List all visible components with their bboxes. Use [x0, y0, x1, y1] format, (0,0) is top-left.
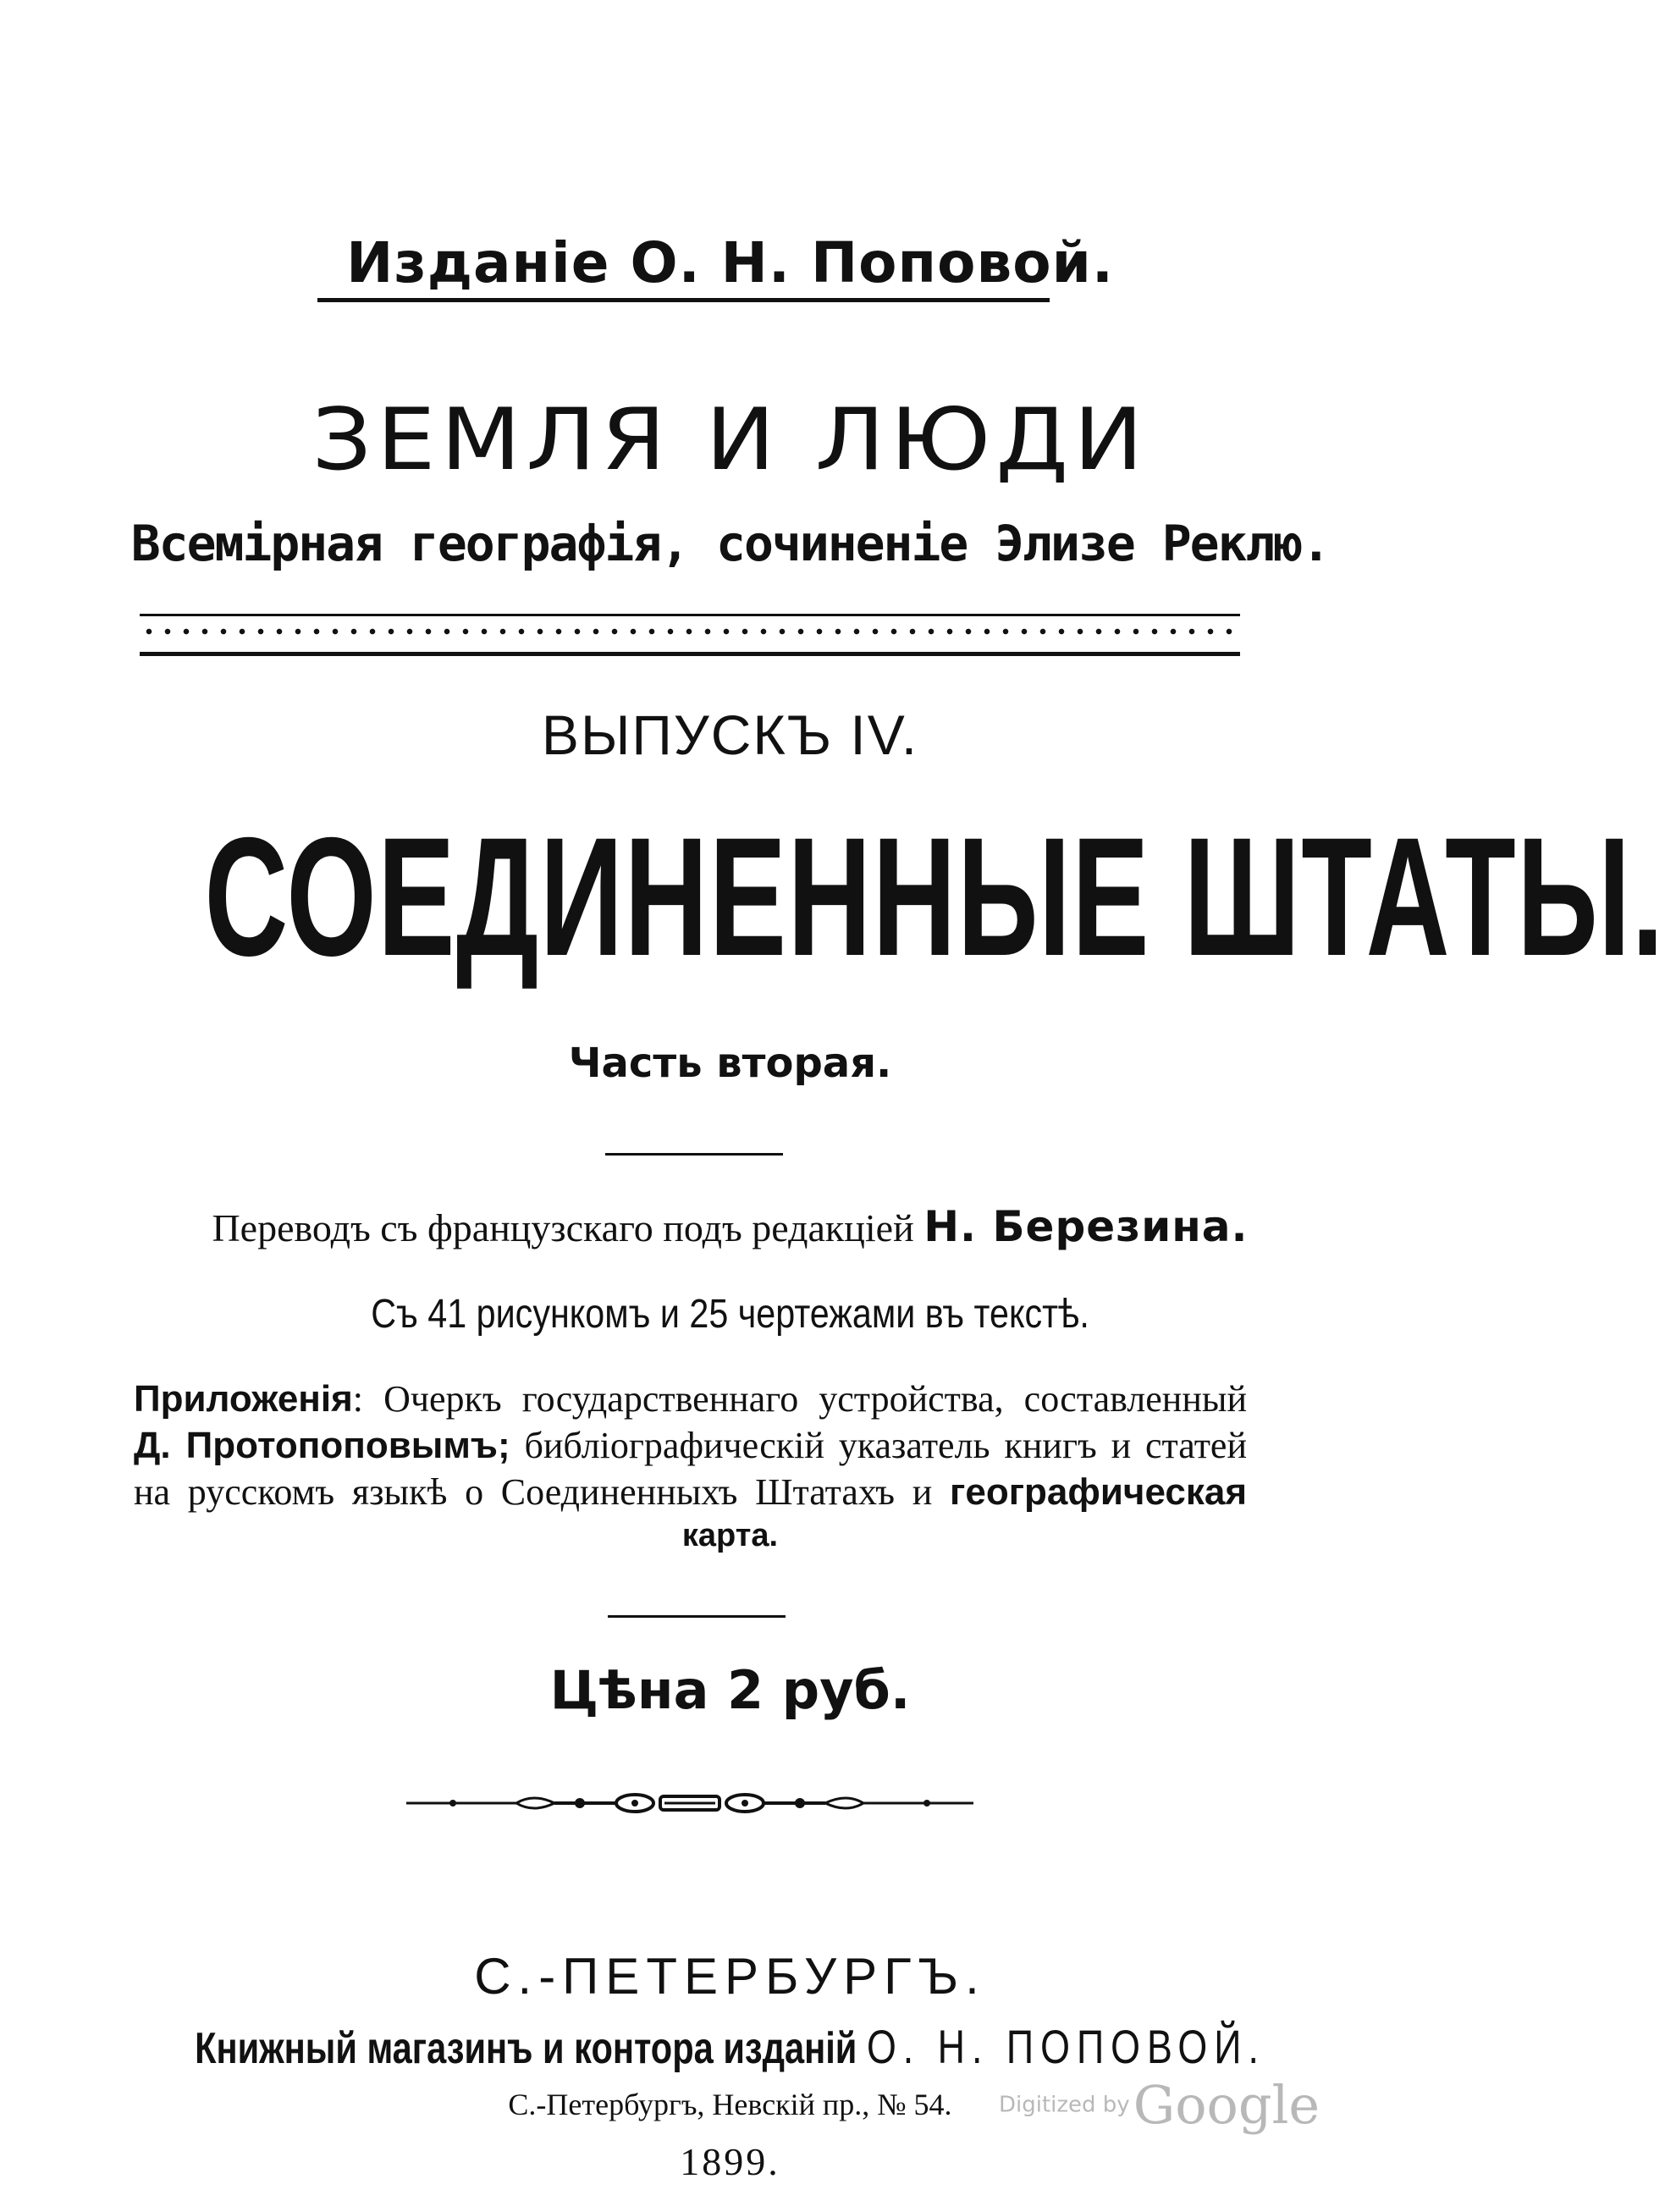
price-label: Цѣна 2 руб.	[549, 1659, 911, 1721]
watermark-prefix: Digitized by	[999, 2092, 1130, 2118]
short-divider	[605, 1153, 783, 1156]
appendix-line-3	[134, 1469, 1247, 1515]
series-subtitle: Всемірная географія, сочиненіе Элизе Реклю.	[130, 515, 1330, 572]
series-title: ЗЕМЛЯ И ЛЮДИ	[311, 389, 1149, 489]
appendix-line-1	[134, 1376, 1247, 1422]
short-divider	[608, 1615, 786, 1618]
translation-line	[0, 1202, 1460, 1251]
divider-bottom-line	[140, 652, 1240, 656]
appendix-text-2: библіографическій указатель книгъ и статей	[510, 1425, 1248, 1466]
appendix-map-label: географическая	[950, 1471, 1247, 1513]
divider-dots	[140, 628, 1240, 635]
appendix-line-4: карта.	[681, 1518, 779, 1553]
illustrations-line: Съ 41 рисункомъ и 25 чертежами въ текстѣ.	[371, 1292, 1089, 1337]
digitized-watermark	[999, 2074, 1320, 2136]
imprint-shop	[146, 2019, 1315, 2074]
appendix-text-3: на русскомъ языкѣ о Соединенныхъ Штатахъ и	[134, 1471, 933, 1513]
translation-text: Переводъ съ французскаго подъ редакціей	[212, 1206, 914, 1249]
publisher-heading: Изданіе О. Н. Поповой.	[346, 230, 1114, 295]
publisher-underline	[317, 298, 1050, 302]
appendix-label: Приложенія	[134, 1378, 353, 1420]
main-title: СОЕДИНЕННЫЕ ШТАТЫ.	[204, 803, 1665, 992]
imprint-city: С.-ПЕТЕРБУРГЪ.	[474, 1948, 986, 2005]
appendix-text-1: : Очеркъ государственнаго устройства, составленный	[352, 1378, 1247, 1420]
editor-name: Н. Березина.	[923, 1202, 1249, 1251]
imprint-address: С.-Петербургъ, Невскій пр., № 54.	[508, 2088, 952, 2121]
watermark-brand: Google	[1133, 2074, 1320, 2136]
part-label: Часть вторая.	[568, 1040, 892, 1087]
appendix-line-2	[134, 1422, 1247, 1469]
appendix-author: Д. Протопоповымъ;	[134, 1425, 510, 1466]
issue-label: ВЫПУСКЪ IV.	[541, 703, 919, 766]
imprint-shop-text: Книжный магазинъ и контора изданій	[195, 2024, 857, 2073]
divider-top-line	[140, 614, 1240, 616]
imprint-shop-name: О. Н. ПОПОВОЙ.	[866, 2020, 1265, 2073]
appendix-block	[134, 1376, 1247, 1515]
imprint-year: 1899.	[680, 2140, 780, 2183]
dotted-divider	[140, 614, 1240, 656]
ornament-divider	[406, 1786, 973, 1820]
